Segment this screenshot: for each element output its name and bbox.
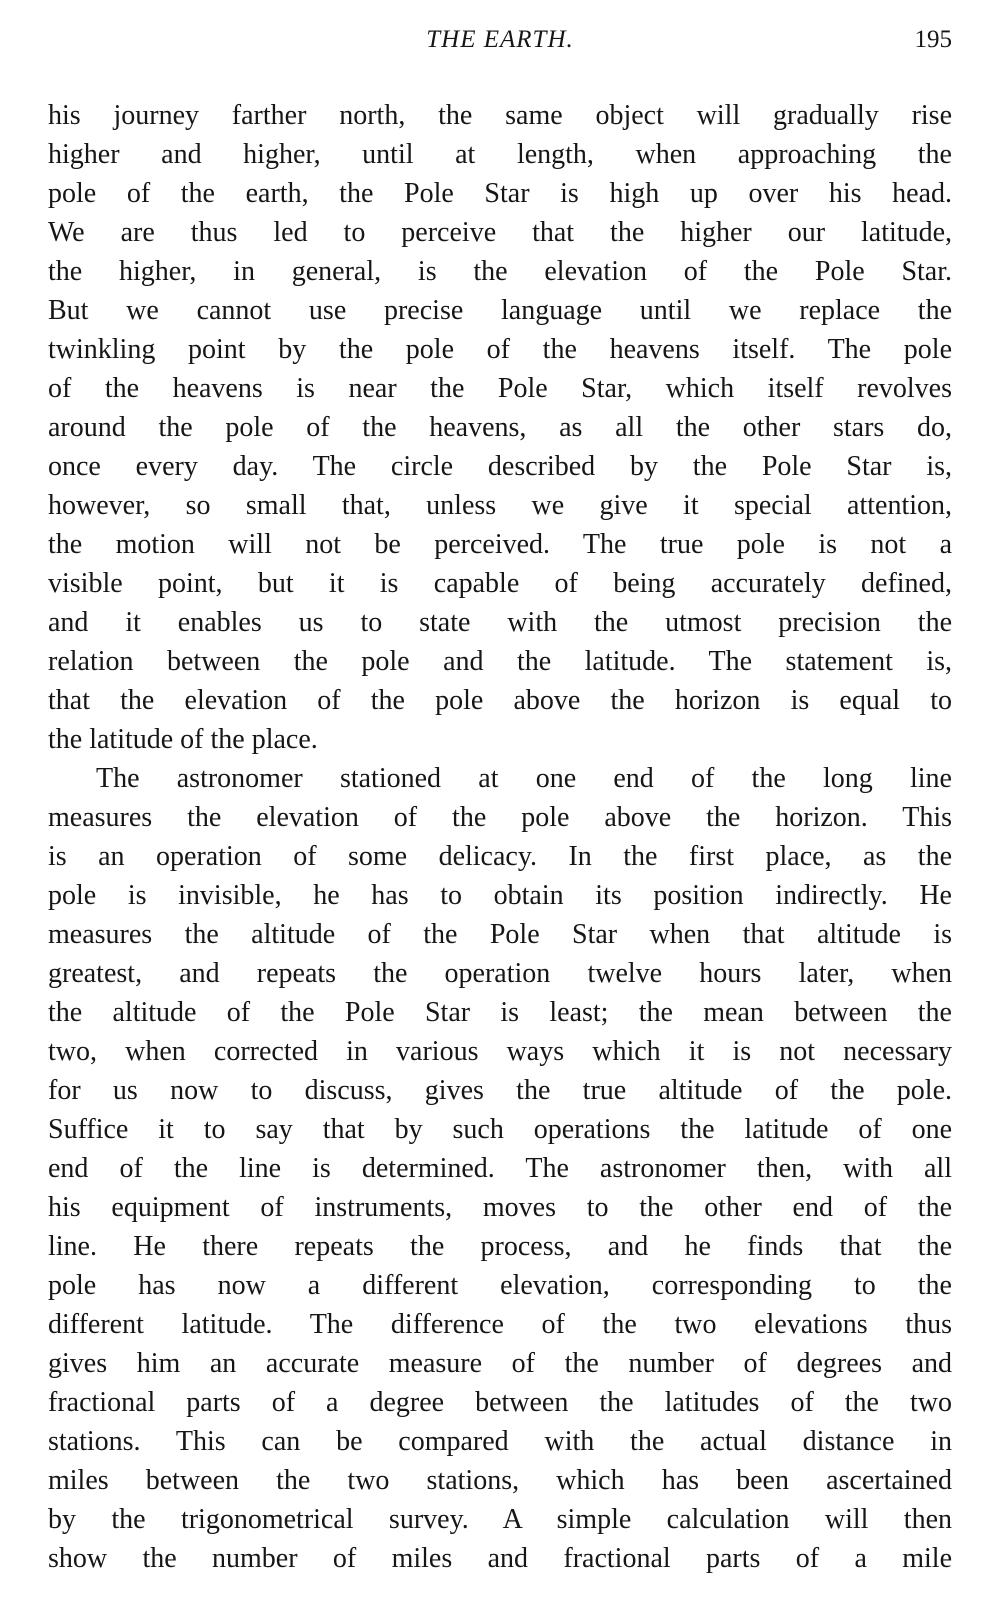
- text-line: greatest, and repeats the operation twelve hours later, when: [48, 958, 952, 989]
- text-line: But we cannot use precise language until we replace the: [48, 295, 952, 326]
- text-line: measures the altitude of the Pole Star when that altitude is: [48, 919, 952, 950]
- text-line: of the heavens is near the Pole Star, which itself revolves: [48, 373, 952, 404]
- text-line: relation between the pole and the latitude. The statement is,: [48, 646, 952, 677]
- text-line: line. He there repeats the process, and he finds that the: [48, 1231, 952, 1262]
- paragraph-start-line: The astronomer stationed at one end of the long line: [96, 763, 952, 794]
- text-line: pole is invisible, he has to obtain its position indirectly. He: [48, 880, 952, 911]
- text-line: two, when corrected in various ways which it is not necessary: [48, 1036, 952, 1067]
- text-line: the altitude of the Pole Star is least; the mean between the: [48, 997, 952, 1028]
- running-title: THE EARTH.: [426, 26, 574, 53]
- text-line: however, so small that, unless we give it special attention,: [48, 490, 952, 521]
- text-line: the motion will not be perceived. The true pole is not a: [48, 529, 952, 560]
- running-header: [48, 26, 952, 60]
- text-line: his equipment of instruments, moves to the other end of the: [48, 1192, 952, 1223]
- page-number: 195: [914, 26, 952, 53]
- text-line: for us now to discuss, gives the true altitude of the pole.: [48, 1075, 952, 1106]
- text-line: by the trigonometrical survey. A simple calculation will then: [48, 1504, 952, 1535]
- text-line: pole of the earth, the Pole Star is high up over his head.: [48, 178, 952, 209]
- text-line: measures the elevation of the pole above the horizon. This: [48, 802, 952, 833]
- text-line: Suffice it to say that by such operations the latitude of one: [48, 1114, 952, 1145]
- text-line: visible point, but it is capable of being accurately defined,: [48, 568, 952, 599]
- text-line: is an operation of some delicacy. In the first place, as the: [48, 841, 952, 872]
- text-line: stations. This can be compared with the actual distance in: [48, 1426, 952, 1457]
- text-line: the higher, in general, is the elevation of the Pole Star.: [48, 256, 952, 287]
- text-line: We are thus led to perceive that the higher our latitude,: [48, 217, 952, 248]
- text-line: higher and higher, until at length, when approaching the: [48, 139, 952, 170]
- text-line: pole has now a different elevation, corresponding to the: [48, 1270, 952, 1301]
- text-line: and it enables us to state with the utmost precision the: [48, 607, 952, 638]
- text-line: once every day. The circle described by the Pole Star is,: [48, 451, 952, 482]
- text-line: his journey farther north, the same object will gradually rise: [48, 100, 952, 131]
- text-line: fractional parts of a degree between the latitudes of the two: [48, 1387, 952, 1418]
- text-line: gives him an accurate measure of the number of degrees and: [48, 1348, 952, 1379]
- text-line: around the pole of the heavens, as all the other stars do,: [48, 412, 952, 443]
- text-line: that the elevation of the pole above the horizon is equal to: [48, 685, 952, 716]
- text-line: end of the line is determined. The astronomer then, with all: [48, 1153, 952, 1184]
- text-line: show the number of miles and fractional parts of a mile: [48, 1543, 952, 1574]
- text-line: different latitude. The difference of the two elevations thus: [48, 1309, 952, 1340]
- text-line: twinkling point by the pole of the heavens itself. The pole: [48, 334, 952, 365]
- body-text: [48, 96, 952, 1578]
- paragraph-end-line: the latitude of the place.: [48, 724, 318, 755]
- text-line: miles between the two stations, which has been ascertained: [48, 1465, 952, 1496]
